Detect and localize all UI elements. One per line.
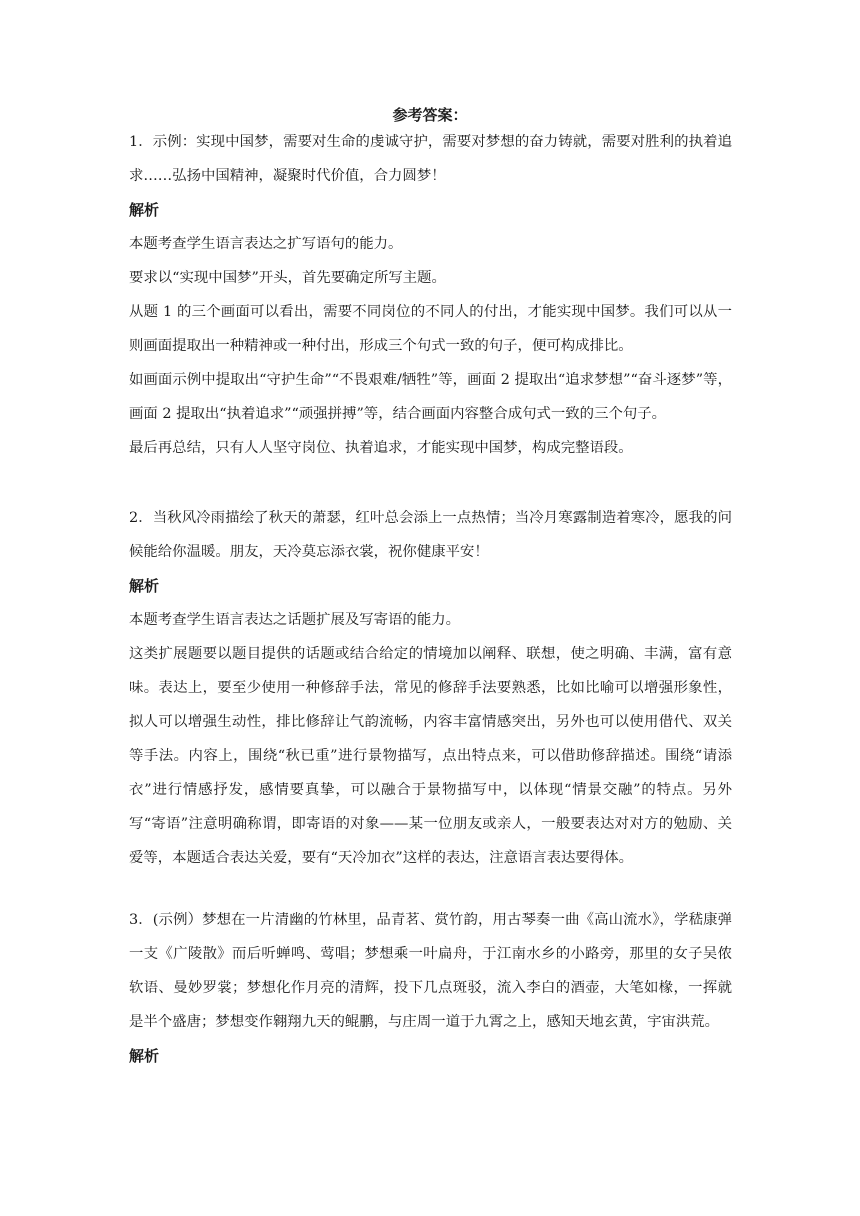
analysis-paragraph: 如画面示例中提取出“守护生命”“不畏艰难/牺牲”等，画面 2 提取出“追求梦想”“奋斗逐梦”等，画面 2 提取出“执着追求”“顽强拼搏”等，结合画面内容整合成句式一致的三个句子。 xyxy=(129,372,732,422)
analysis-paragraph: 本题考查学生语言表达之话题扩展及写寄语的能力。 xyxy=(129,612,460,628)
analysis-paragraph: 要求以“实现中国梦”开头，首先要确定所写主题。 xyxy=(129,270,446,286)
analysis-label: 解析 xyxy=(129,577,160,595)
answer-section-1 xyxy=(129,125,732,465)
answer-section-3 xyxy=(129,903,732,1073)
answer-text: 3．(示例）梦想在一片清幽的竹林里，品青茗、赏竹韵，用古琴奏一曲《高山流水》，学嵇康弹一支《广陵散》而后听蝉鸣、莺唱；梦想乘一叶扁舟，于江南水乡的小路旁，那里的女子吴侬软语、曼妙罗裳；梦想化作月亮的清辉，投下几点斑驳，流入李白的酒壶，大笔如椽，一挥就是半个盛唐；梦想变作翱翔九天的鲲鹏，与庄周一道于九霄之上，感知天地玄黄，宇宙洪荒。 xyxy=(129,912,732,1030)
analysis-paragraph: 本题考查学生语言表达之扩写语句的能力。 xyxy=(129,236,403,252)
answer-section-2 xyxy=(129,501,732,875)
analysis-label: 解析 xyxy=(129,201,160,219)
page-title: 参考答案： xyxy=(392,106,468,124)
analysis-paragraph: 这类扩展题要以题目提供的话题或结合给定的情境加以阐释、联想，使之明确、丰满，富有意味。表达上，要至少使用一种修辞手法，常见的修辞手法要熟悉，比如比喻可以增强形象性，拟人可以增强生动性，排比修辞让气韵流畅，内容丰富情感突出，另外也可以使用借代、双关等手法。内容上，围绕“秋已重”进行景物描写，点出特点来，可以借助修辞描述。围绕“请添衣”进行情感抒发，感情要真挚，可以融合于景物描写中，以体现“情景交融”的特点。另外写“寄语”注意明确称谓，即寄语的对象——某一位朋友或亲人，一般要表达对对方的勉励、关爱等，本题适合表达关爱，要有“天冷加衣”这样的表达，注意语言表达要得体。 xyxy=(129,646,732,866)
analysis-label: 解析 xyxy=(129,1047,160,1065)
answer-text: 2．当秋风冷雨描绘了秋天的萧瑟，红叶总会添上一点热情；当冷月寒露制造着寒冷，愿我的问候能给你温暖。朋友，天冷莫忘添衣裳，祝你健康平安！ xyxy=(129,510,732,560)
answer-text: 1．示例：实现中国梦，需要对生命的虔诚守护，需要对梦想的奋力铸就，需要对胜利的执着追求……弘扬中国精神，凝聚时代价值，合力圆梦！ xyxy=(129,134,732,184)
analysis-paragraph: 从题 1 的三个画面可以看出，需要不同岗位的不同人的付出，才能实现中国梦。我们可以从一则画面提取出一种精神或一种付出，形成三个句式一致的句子，便可构成排比。 xyxy=(129,304,732,354)
analysis-paragraph: 最后再总结，只有人人坚守岗位、执着追求，才能实现中国梦，构成完整语段。 xyxy=(129,440,633,456)
